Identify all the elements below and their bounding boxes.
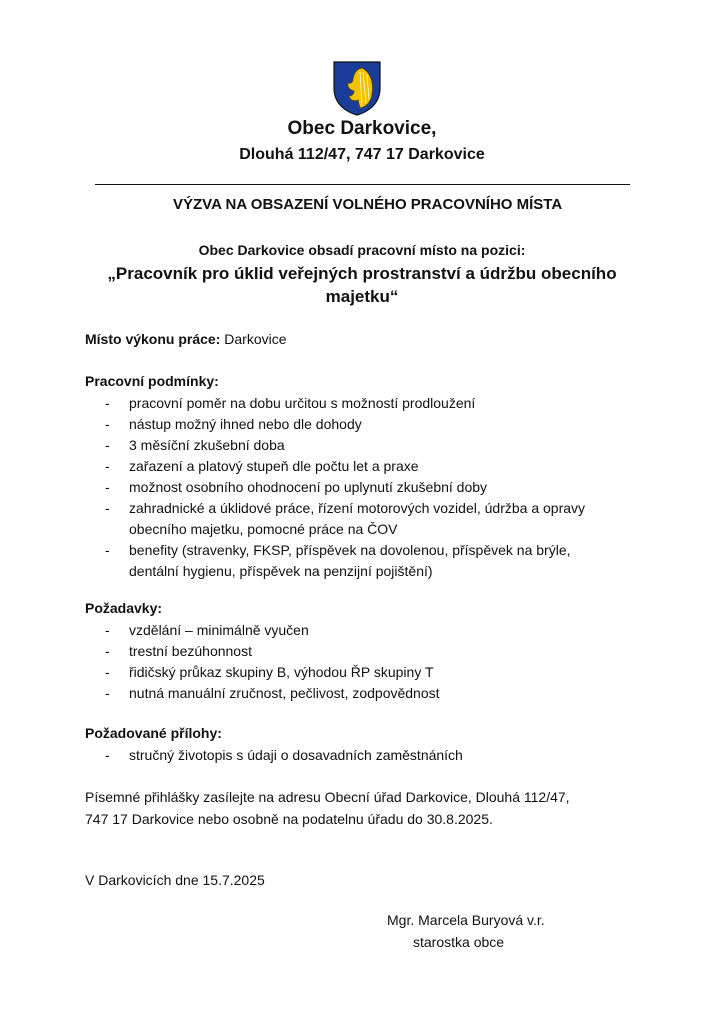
- date-line: V Darkovicích dne 15.7.2025: [85, 872, 265, 888]
- org-address: Dlouhá 112/47, 747 17 Darkovice: [239, 146, 485, 163]
- list-item: [85, 477, 645, 498]
- header-divider: [95, 184, 630, 185]
- list-item-text: zařazení a platový stupeň dle počtu let a praxe: [129, 458, 419, 474]
- bullet-dash: -: [105, 437, 110, 453]
- municipal-crest-icon: [332, 60, 382, 116]
- bullet-dash: -: [105, 622, 110, 638]
- workplace-value: Darkovice: [224, 331, 287, 347]
- requirements-list: [85, 620, 645, 704]
- workplace-line: [85, 331, 287, 347]
- bullet-dash: -: [105, 500, 110, 516]
- bullet-dash: -: [105, 643, 110, 659]
- list-item: [85, 393, 645, 414]
- bullet-dash: -: [105, 542, 110, 558]
- bullet-dash: -: [105, 664, 110, 680]
- application-line-1: Písemné přihlášky zasílejte na adresu Obecní úřad Darkovice, Dlouhá 112/47,: [85, 789, 570, 805]
- document-title: VÝZVA NA OBSAZENÍ VOLNÉHO PRACOVNÍHO MÍSTA: [173, 196, 563, 213]
- bullet-dash: -: [105, 479, 110, 495]
- list-item-text: zahradnické a úklidové práce, řízení motorových vozidel, údržba a opravy: [129, 500, 586, 516]
- list-item: [85, 745, 645, 766]
- list-item-text: nástup možný ihned nebo dle dohody: [129, 416, 362, 432]
- signatory-name: Mgr. Marcela Buryová v.r.: [387, 912, 545, 928]
- list-item-text: obecního majetku, pomocné práce na ČOV: [129, 521, 398, 537]
- list-item: [85, 435, 645, 456]
- signatory-role: starostka obce: [413, 934, 505, 950]
- list-item-text: trestní bezúhonnost: [129, 643, 252, 659]
- list-item-text: možnost osobního ohodnocení po uplynutí zkušební doby: [129, 479, 488, 495]
- list-item: [85, 662, 645, 683]
- application-line-2: 747 17 Darkovice nebo osobně na podatelnu úřadu do 30.8.2025.: [85, 811, 493, 827]
- list-item-text: stručný životopis s údaji o dosavadních zaměstnáních: [129, 747, 463, 763]
- bullet-dash: -: [105, 685, 110, 701]
- conditions-heading: Pracovní podmínky:: [85, 373, 219, 389]
- bullet-dash: -: [105, 416, 110, 432]
- list-item-text: benefity (stravenky, FKSP, příspěvek na dovolenou, příspěvek na brýle,: [129, 542, 571, 558]
- list-item: [85, 641, 645, 662]
- list-item: [85, 540, 645, 582]
- bullet-dash: -: [105, 458, 110, 474]
- list-item-text: nutná manuální zručnost, pečlivost, zodpovědnost: [129, 685, 440, 701]
- position-title: „Pracovník pro úklid veřejných prostranství a údržbu obecního majetku“: [107, 264, 617, 306]
- list-item-text: řidičský průkaz skupiny B, výhodou ŘP skupiny T: [129, 664, 434, 680]
- org-name: Obec Darkovice,: [287, 118, 437, 139]
- list-item-text: 3 měsíční zkušební doba: [129, 437, 285, 453]
- list-item: [85, 456, 645, 477]
- position-intro: Obec Darkovice obsadí pracovní místo na pozici:: [198, 242, 526, 258]
- list-item: [85, 498, 645, 540]
- list-item-text: dentální hygienu, příspěvek na penzijní pojištění): [129, 563, 433, 579]
- bullet-dash: -: [105, 395, 110, 411]
- bullet-dash: -: [105, 747, 110, 763]
- list-item-text: vzdělání – minimálně vyučen: [129, 622, 309, 638]
- attachments-list: [85, 745, 645, 766]
- application-paragraph: [85, 786, 570, 830]
- list-item-text: pracovní poměr na dobu určitou s možností prodloužení: [129, 395, 476, 411]
- workplace-label: Místo výkonu práce:: [85, 331, 221, 347]
- list-item: [85, 414, 645, 435]
- requirements-heading: Požadavky:: [85, 600, 163, 616]
- conditions-list: [85, 393, 645, 582]
- list-item: [85, 683, 645, 704]
- list-item: [85, 620, 645, 641]
- attachments-heading: Požadované přílohy:: [85, 725, 222, 741]
